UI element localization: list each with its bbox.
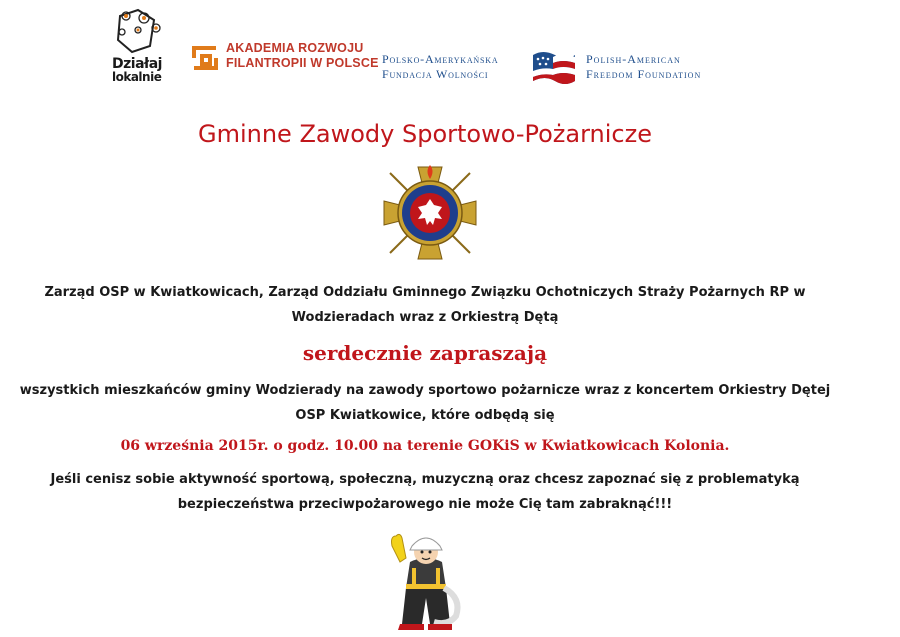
closing-line1: Jeśli cenisz sobie aktywność sportową, społeczną, muzyczną oraz chcesz zapoznać się z problematyką — [50, 472, 800, 487]
organizers-text — [0, 280, 850, 330]
page-title: Gminne Zawody Sportowo-Pożarnicze — [197, 120, 652, 148]
event-date-line: 06 września 2015r. o godz. 10.00 na terenie GOKiS w Kwiatkowicach Kolonia. — [120, 438, 730, 454]
pafw-english-text — [586, 52, 701, 82]
fireman-illustration — [382, 528, 470, 634]
pafw-en-line1: Polish-American — [586, 52, 681, 66]
pafw-pl-line2: Fundacja Wolności — [382, 67, 489, 81]
organizers-line1: Zarząd OSP w Kwiatkowicach, Zarząd Oddziału Gminnego Związku Ochotniczych Straży Pożarnych RP w — [44, 285, 806, 300]
closing-text — [0, 467, 850, 517]
arfp-line2: FILANTROPII W POLSCE — [226, 56, 379, 70]
arfp-logo-icon — [190, 44, 220, 72]
organizers-line2: Wodzieradach wraz z Orkiestrą Dętą — [291, 310, 559, 325]
osp-emblem — [380, 163, 480, 263]
invite-heading: serdecznie zapraszają — [302, 341, 548, 365]
pafw-en-line2: Freedom Foundation — [586, 67, 702, 81]
arfp-line1: AKADEMIA ROZWOJU — [226, 41, 364, 55]
dl-line1: Działaj — [112, 56, 162, 72]
audience-line2: OSP Kwiatkowice, które odbędą się — [295, 408, 555, 423]
pafw-flag-icon — [531, 49, 577, 87]
pafw-polish-text — [382, 52, 498, 82]
audience-line1: wszystkich mieszkańców gminy Wodzierady na zawody sportowo pożarnicze wraz z koncertem Orkiestry Dętej — [19, 383, 831, 398]
closing-line2: bezpieczeństwa przeciwpożarowego nie może Cię tam zabraknąć!!! — [177, 497, 673, 512]
arfp-logo-text — [226, 41, 379, 71]
dzialaj-lokalnie-text — [112, 58, 172, 84]
pafw-pl-line1: Polsko-Amerykańska — [382, 52, 499, 66]
audience-text — [0, 378, 850, 428]
dl-line2: lokalnie — [112, 70, 162, 84]
